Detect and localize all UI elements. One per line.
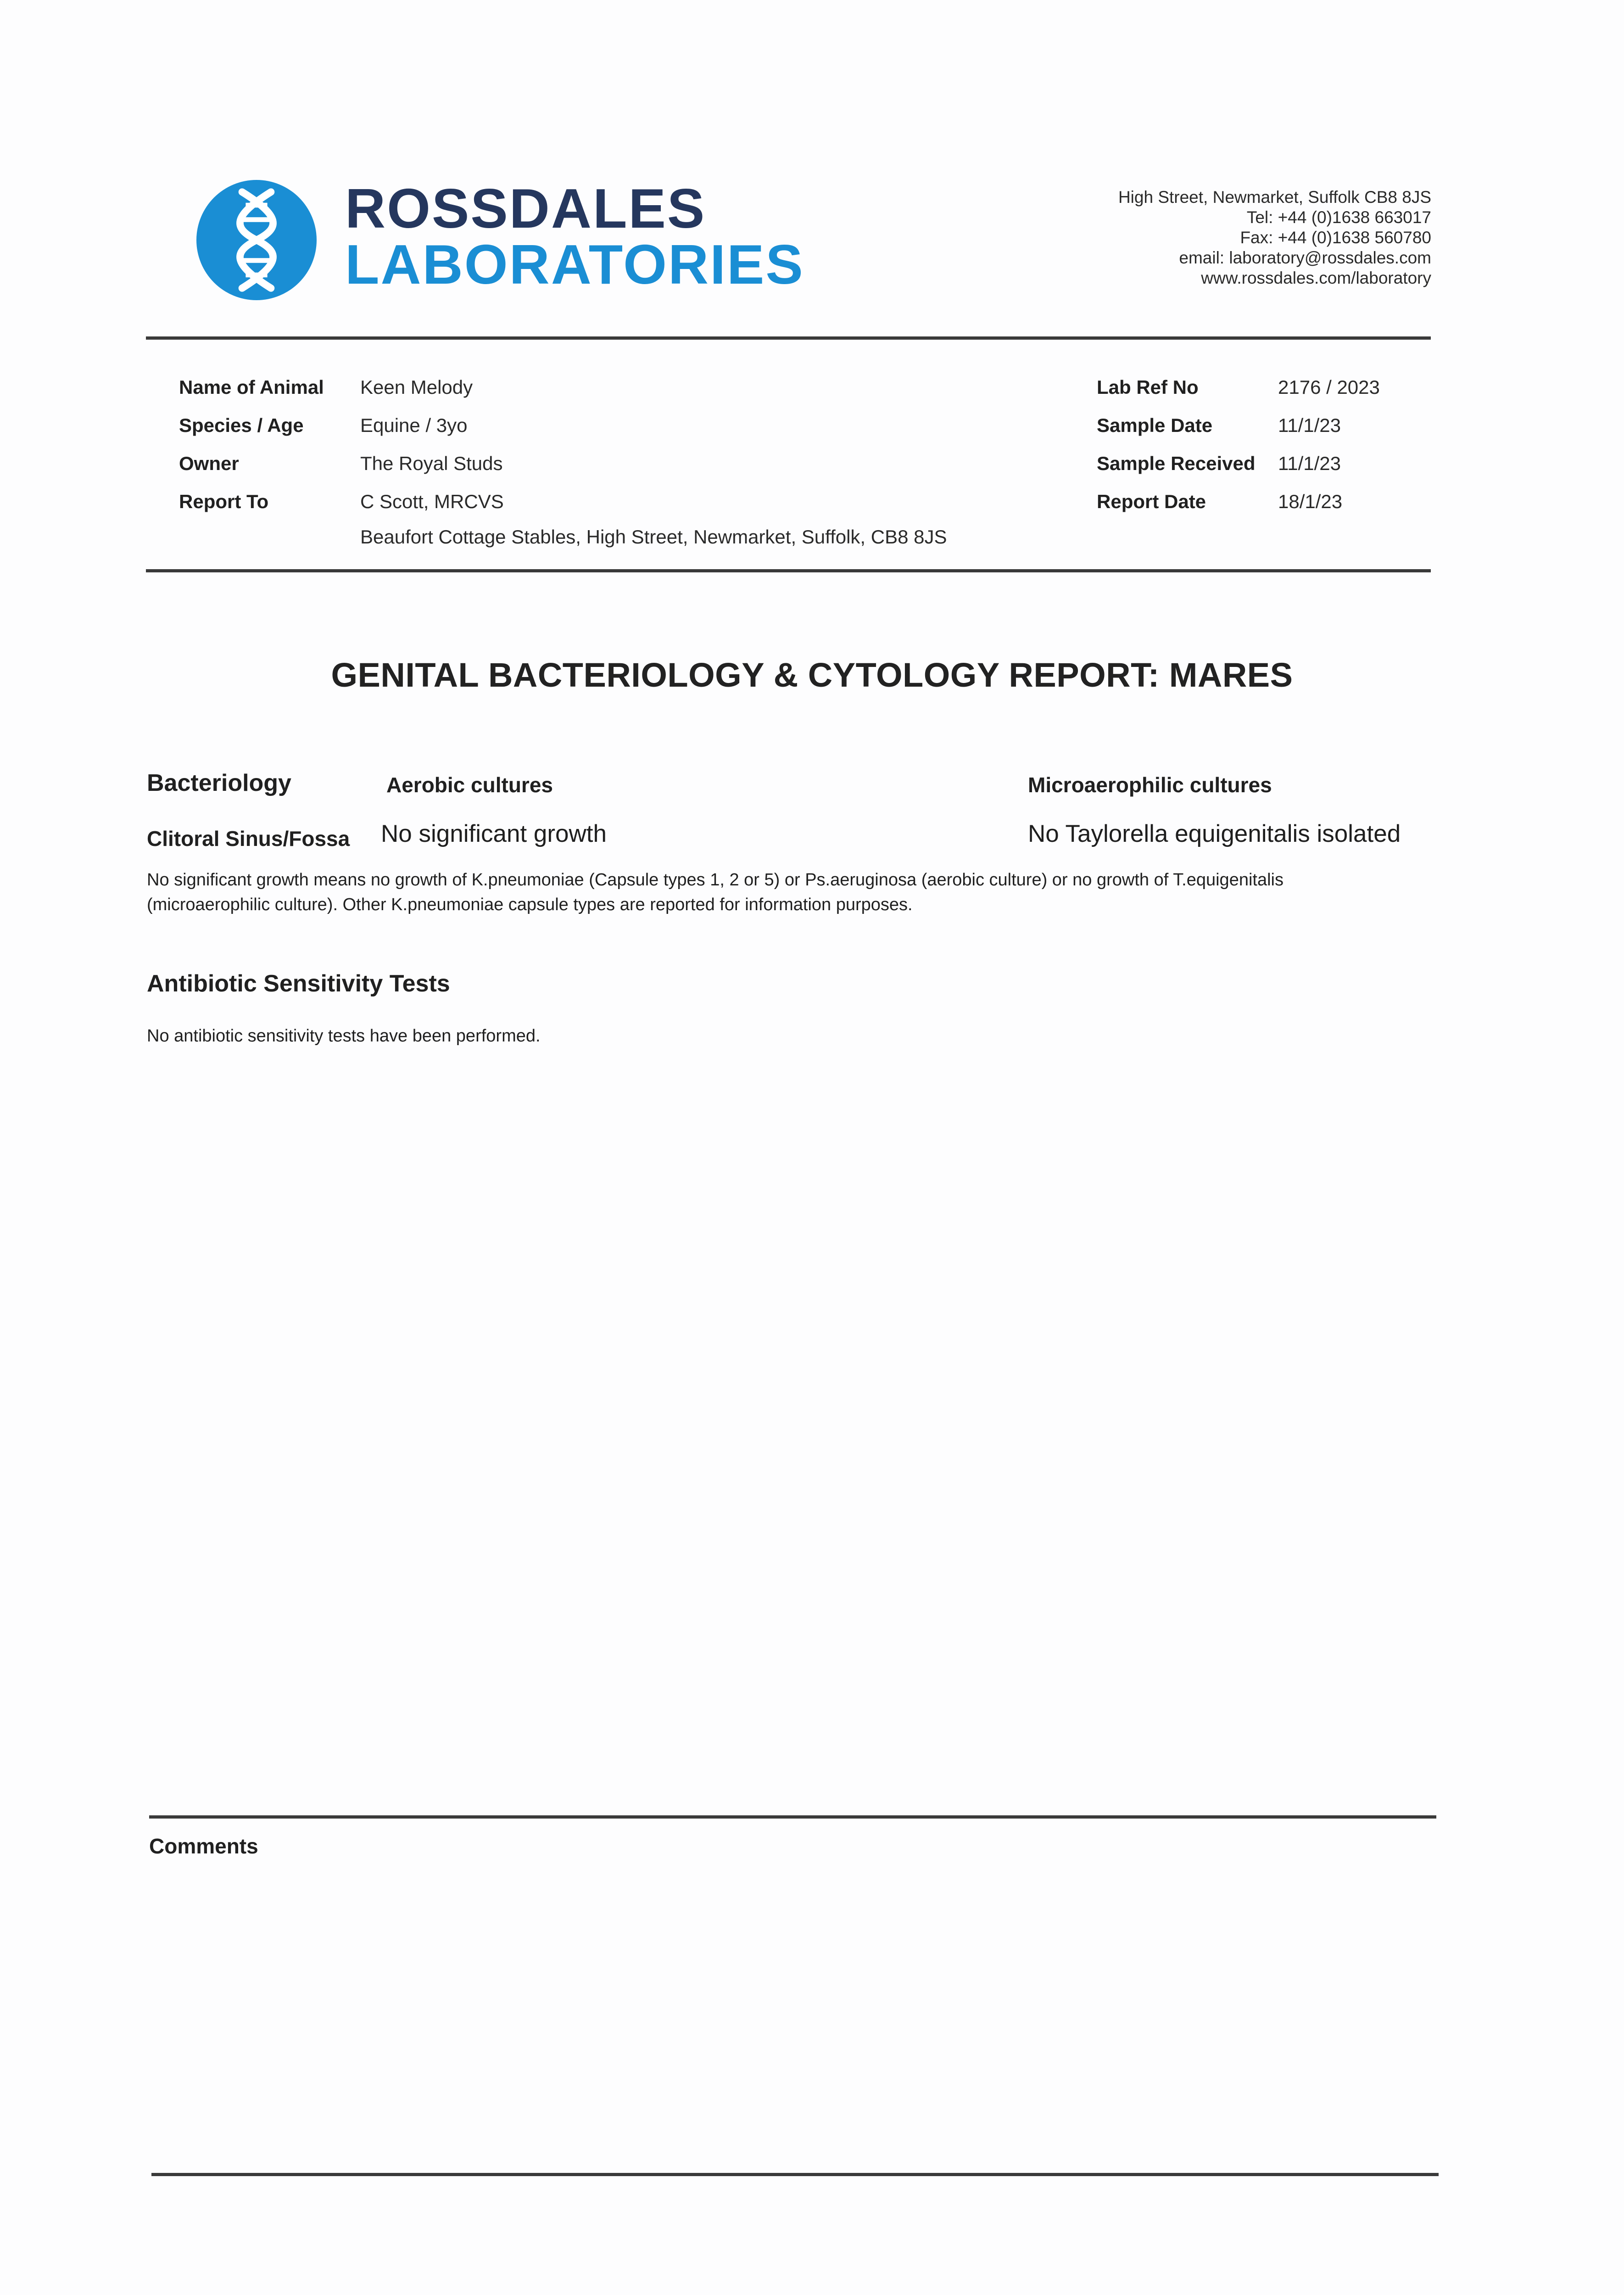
- lab-website: www.rossdales.com/laboratory: [1201, 269, 1431, 287]
- sample-date-value: 11/1/23: [1278, 414, 1341, 436]
- lab-fax: Fax: +44 (0)1638 560780: [1240, 228, 1431, 247]
- microaerophilic-cultures-heading: Microaerophilic cultures: [1028, 773, 1272, 797]
- lab-tel: Tel: +44 (0)1638 663017: [1246, 208, 1431, 227]
- report-to-address: Beaufort Cottage Stables, High Street, Newmarket, Suffolk, CB8 8JS: [360, 526, 947, 548]
- header-divider: [146, 336, 1431, 340]
- info-divider: [146, 569, 1431, 572]
- lab-ref-label: Lab Ref No: [1097, 376, 1199, 398]
- brand-name-line2: LABORATORIES: [345, 233, 804, 296]
- dna-helix-icon: [196, 180, 317, 300]
- aerobic-cultures-heading: Aerobic cultures: [386, 773, 553, 797]
- report-to-value: C Scott, MRCVS: [360, 491, 504, 512]
- name-of-animal-label: Name of Animal: [179, 376, 324, 398]
- sample-received-label: Sample Received: [1097, 453, 1256, 474]
- report-to-label: Report To: [179, 491, 269, 512]
- footer-divider: [151, 2173, 1439, 2176]
- sample-received-value: 11/1/23: [1278, 453, 1341, 474]
- species-age-value: Equine / 3yo: [360, 414, 468, 436]
- owner-label: Owner: [179, 453, 239, 474]
- clitoral-sinus-fossa-label: Clitoral Sinus/Fossa: [147, 827, 350, 851]
- report-date-value: 18/1/23: [1278, 491, 1343, 512]
- lab-ref-value: 2176 / 2023: [1278, 376, 1380, 398]
- antibiotic-sensitivity-text: No antibiotic sensitivity tests have been performed.: [147, 1026, 541, 1046]
- lab-email: email: laboratory@rossdales.com: [1179, 248, 1431, 267]
- report-date-label: Report Date: [1097, 491, 1206, 512]
- lab-contact-block: [1118, 187, 1431, 288]
- lab-address: High Street, Newmarket, Suffolk CB8 8JS: [1118, 188, 1431, 207]
- bacteriology-note-line2: (microaerophilic culture). Other K.pneumoniae capsule types are reported for information purposes.: [147, 895, 913, 914]
- bacteriology-heading: Bacteriology: [147, 770, 291, 796]
- name-of-animal-value: Keen Melody: [360, 376, 473, 398]
- owner-value: The Royal Studs: [360, 453, 503, 474]
- microaerophilic-result: No Taylorella equigenitalis isolated: [1028, 820, 1401, 847]
- comments-divider: [149, 1815, 1436, 1819]
- bacteriology-note-line1: No significant growth means no growth of K.pneumoniae (Capsule types 1, 2 or 5) or Ps.aeruginosa (aerobic culture) or no growth of T.equigenitalis: [147, 870, 1284, 890]
- species-age-label: Species / Age: [179, 414, 304, 436]
- report-title: GENITAL BACTERIOLOGY & CYTOLOGY REPORT: MARES: [331, 656, 1293, 694]
- brand-name-line1: ROSSDALES: [345, 177, 706, 240]
- antibiotic-sensitivity-heading: Antibiotic Sensitivity Tests: [147, 970, 450, 997]
- aerobic-result: No significant growth: [381, 820, 607, 847]
- bacteriology-note: [147, 868, 1445, 917]
- comments-heading: Comments: [149, 1834, 258, 1858]
- sample-date-label: Sample Date: [1097, 414, 1213, 436]
